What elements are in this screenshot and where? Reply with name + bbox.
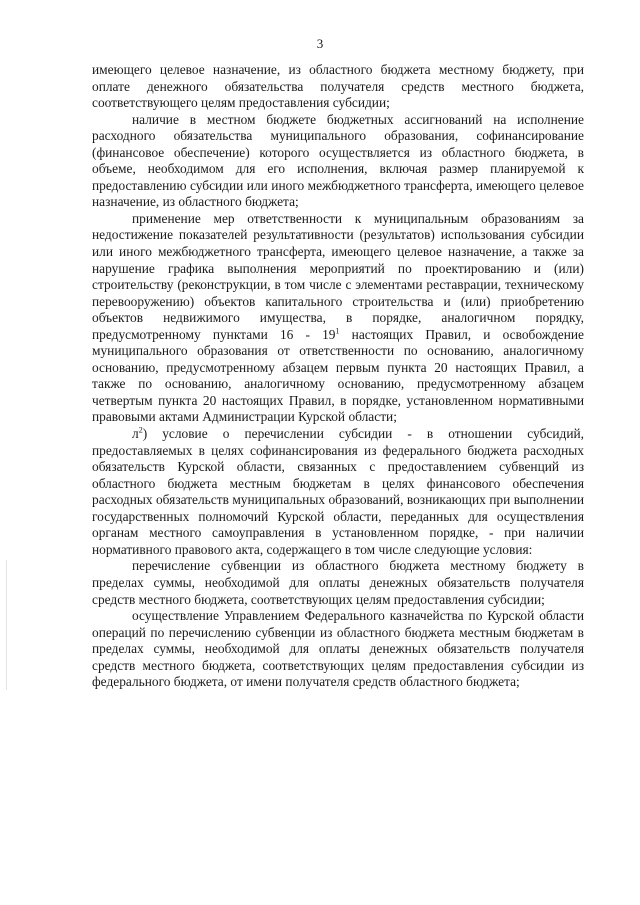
paragraph-3 (92, 211, 584, 426)
paragraph-4 (92, 426, 584, 558)
paragraph-5: перечисление субвенции из областного бюджета местному бюджету в пределах суммы, необходимой для оплаты денежных обязательств получателя средств местного бюджета, соответствующих целям предоставления субсидии; (92, 558, 584, 607)
paragraph-2: наличие в местном бюджете бюджетных ассигнований на исполнение расходного обязательства муниципального образования, софинансирование (финансовое обеспечение) которого осуществляется из областного бюджета, в объеме, необходимом для его исполнения, включая размер планируемой к предоставлению субсидии или иного межбюджетного трансферта, имеющего целевое назначение, из областного бюджета; (92, 111, 584, 210)
paragraph-4-superscript: 2 (138, 425, 143, 435)
document-body (92, 62, 584, 691)
paragraph-3-text-after: настоящих Правил, и освобождение муниципального образования от ответственности по основанию, аналогичному основанию, предусмотренному абзацем первым пункта 20 настоящих Правил, а также по основанию, аналогичному основанию, предусмотренному абзацем четвертым пункта 20 настоящих Правил, в порядке, установленном нормативными правовыми актами Администрации Курской области; (92, 326, 584, 425)
paragraph-4-text-after: ) условие о перечислении субсидии - в отношении субсидий, предоставляемых в целях софинансирования из федерального бюджета расходных обязательств Курской области, связанных с предоставлением субвенций из областного бюджета местным бюджетам в целях финансового обеспечения расходных обязательств муниципальных образований, возникающих при выполнении государственных полномочий Курской области, переданных для осуществления органам местного самоуправления в установленном порядке, - при наличии нормативного правового акта, содержащего в том числе следующие условия: (92, 426, 584, 557)
page-number: 3 (316, 36, 324, 51)
paragraph-3-text-before: применение мер ответственности к муниципальным образованиям за недостижение показателей результативности (результатов) использования субсидии или иного межбюджетного трансферта, имеющего целевое назначение, а также за нарушение графика выполнения мероприятий по проектированию и (или) строительству (реконструкции, в том числе с элементами реставрации, техническому перевооружению) объектов капитального строительства и (или) приобретению объектов недвижимого имущества, в порядке, аналогичном порядку, предусмотренному пунктами 16 - 19 (92, 210, 584, 342)
paragraph-6: осуществление Управлением Федерального казначейства по Курской области операций по перечислению субвенции из областного бюджета местным бюджетам в пределах суммы, необходимой для оплаты денежных обязательств получателя средств местного бюджета, соответствующих целям предоставления субсидии из федерального бюджета, от имени получателя средств областного бюджета; (92, 608, 584, 690)
paragraph-4-text-before: л (132, 426, 139, 442)
paragraph-3-superscript: 1 (335, 326, 340, 336)
scan-margin-mark (6, 560, 7, 690)
paragraph-1: имеющего целевое назначение, из областного бюджета местному бюджету, при оплате денежного обязательства получателя средств местного бюджета, соответствующего целям предоставления субсидии; (92, 62, 584, 111)
